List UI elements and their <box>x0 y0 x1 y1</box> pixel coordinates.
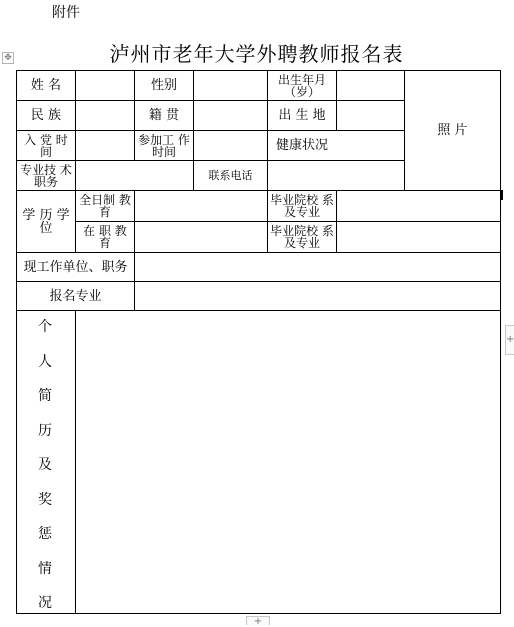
add-row-handle[interactable]: + <box>246 616 270 625</box>
label-health: 健康状况 <box>275 138 328 153</box>
label-fulltime: 全日制 教 育 <box>79 193 131 219</box>
label-apply-major: 报名专业 <box>49 288 102 304</box>
resume-char: 个 <box>38 319 52 335</box>
input-school-major-2[interactable] <box>337 222 500 252</box>
label-resume-vertical <box>18 320 72 610</box>
attachment-label: 附件 <box>52 5 80 21</box>
input-ethnic[interactable] <box>76 101 134 130</box>
input-work-start[interactable] <box>194 131 267 160</box>
label-gender: 性别 <box>150 78 177 93</box>
label-birthplace: 出 生 地 <box>278 108 326 123</box>
input-resume[interactable] <box>76 311 500 613</box>
label-tech-title: 专业技 术职务 <box>20 162 72 189</box>
table-move-handle-icon[interactable]: ✥ <box>2 52 14 64</box>
resume-char: 况 <box>38 595 52 611</box>
resume-char: 人 <box>38 353 52 370</box>
input-tech-title[interactable] <box>76 161 193 190</box>
input-apply-major[interactable] <box>135 282 500 310</box>
form-title: 泸州市老年大学外聘教师报名表 <box>109 42 404 66</box>
row-line <box>16 613 501 614</box>
label-native: 籍 贯 <box>148 108 180 123</box>
label-school-major-1: 毕业院校 系及专业 <box>270 193 334 219</box>
resume-char: 简 <box>38 388 52 404</box>
label-unit-post: 现工作单位、职务 <box>23 259 128 275</box>
resume-char: 历 <box>38 422 52 439</box>
input-fulltime[interactable] <box>135 191 267 221</box>
label-inservice: 在 职 教 育 <box>83 224 127 250</box>
input-birth[interactable] <box>337 71 404 100</box>
col-line <box>500 70 501 613</box>
input-birthplace[interactable] <box>337 101 404 130</box>
resume-char: 情 <box>38 560 52 577</box>
input-name[interactable] <box>76 71 134 100</box>
resume-char: 惩 <box>38 526 52 542</box>
label-work-start: 参加工 作时间 <box>138 132 190 159</box>
label-education: 学 历 学 位 <box>22 207 70 236</box>
input-inservice[interactable] <box>135 222 267 252</box>
input-phone[interactable] <box>268 161 404 190</box>
resume-char: 及 <box>38 457 52 473</box>
label-school-major-2: 毕业院校 系及专业 <box>270 224 334 250</box>
input-party-time[interactable] <box>76 131 134 160</box>
resume-char: 奖 <box>38 491 52 508</box>
input-native[interactable] <box>194 101 267 130</box>
input-school-major-1[interactable] <box>337 191 500 221</box>
label-birth: 出生年月（岁） <box>277 72 326 99</box>
add-column-handle[interactable]: + <box>505 325 514 355</box>
label-ethnic: 民 族 <box>30 108 62 123</box>
label-name: 姓 名 <box>30 78 62 93</box>
photo-area[interactable]: 照 片 <box>437 123 468 138</box>
input-unit-post[interactable] <box>135 253 500 281</box>
input-gender[interactable] <box>194 71 267 100</box>
label-phone: 联系电话 <box>208 169 253 182</box>
label-party-time: 入 党 时 间 <box>24 132 68 159</box>
input-health[interactable] <box>337 131 404 160</box>
